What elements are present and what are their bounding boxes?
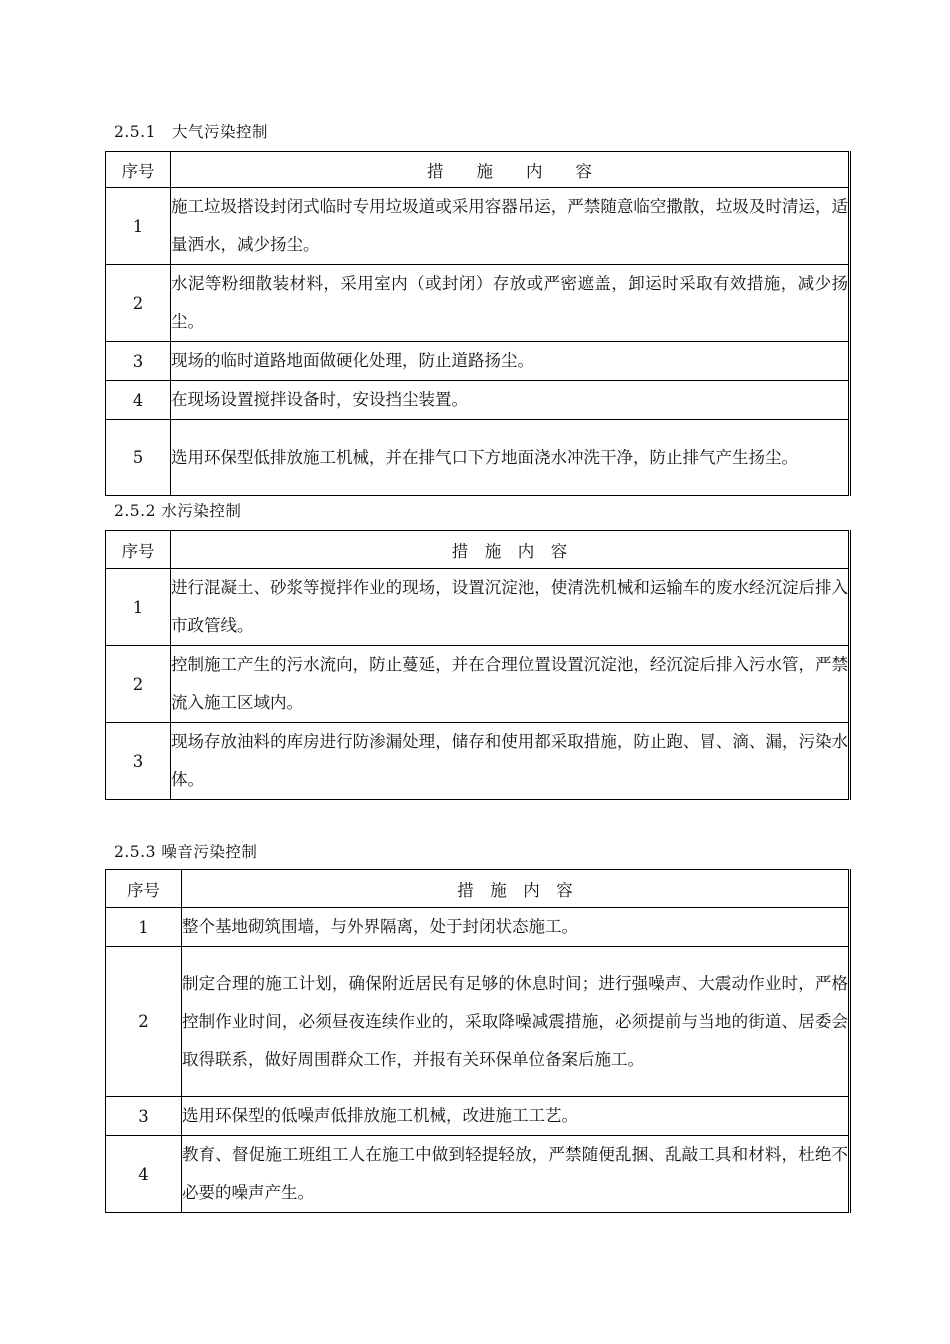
- row-number: 4: [106, 381, 171, 420]
- col-header-content: 措 施 内 容: [171, 531, 850, 569]
- row-number: 1: [106, 908, 182, 947]
- row-number: 2: [106, 265, 171, 342]
- col-header-content: 措 施 内 容: [182, 870, 850, 908]
- water-pollution-table: [105, 530, 851, 800]
- row-number: 3: [106, 1097, 182, 1136]
- col-header-no: 序号: [106, 152, 171, 188]
- air-pollution-table: [105, 151, 851, 496]
- measure-text: 选用环保型的低噪声低排放施工机械，改进施工工艺。: [182, 1097, 850, 1136]
- section-heading-noise: 2.5.3 噪音污染控制: [114, 843, 258, 861]
- col-header-no: 序号: [106, 870, 182, 908]
- measure-text: 进行混凝土、砂浆等搅拌作业的现场，设置沉淀池，使清洗机械和运输车的废水经沉淀后排入市政管线。: [171, 569, 850, 646]
- measure-text: 选用环保型低排放施工机械，并在排气口下方地面浇水冲洗干净，防止排气产生扬尘。: [171, 420, 850, 496]
- measure-text: 现场存放油料的库房进行防渗漏处理，储存和使用都采取措施，防止跑、冒、滴、漏，污染水体。: [171, 723, 850, 800]
- row-number: 3: [106, 723, 171, 800]
- measure-text: 整个基地砌筑围墙，与外界隔离，处于封闭状态施工。: [182, 908, 850, 947]
- row-number: 2: [106, 646, 171, 723]
- section-heading-air: 2.5.1 大气污染控制: [114, 123, 268, 141]
- measure-text: 施工垃圾搭设封闭式临时专用垃圾道或采用容器吊运，严禁随意临空撒散，垃圾及时清运，适量洒水，减少扬尘。: [171, 188, 850, 265]
- col-header-no: 序号: [106, 531, 171, 569]
- noise-pollution-table: [105, 869, 851, 1213]
- measure-text: 教育、督促施工班组工人在施工中做到轻提轻放，严禁随便乱捆、乱敲工具和材料，杜绝不必要的噪声产生。: [182, 1136, 850, 1213]
- measure-text: 水泥等粉细散装材料，采用室内（或封闭）存放或严密遮盖，卸运时采取有效措施，减少扬尘。: [171, 265, 850, 342]
- row-number: 4: [106, 1136, 182, 1213]
- row-number: 1: [106, 569, 171, 646]
- col-header-content: 措 施 内 容: [171, 152, 850, 188]
- row-number: 5: [106, 420, 171, 496]
- measure-text: 制定合理的施工计划，确保附近居民有足够的休息时间；进行强噪声、大震动作业时，严格控制作业时间，必须昼夜连续作业的，采取降噪减震措施，必须提前与当地的街道、居委会取得联系，做好周围群众工作，并报有关环保单位备案后施工。: [182, 947, 850, 1097]
- measure-text: 现场的临时道路地面做硬化处理，防止道路扬尘。: [171, 342, 850, 381]
- measure-text: 在现场设置搅拌设备时，安设挡尘装置。: [171, 381, 850, 420]
- section-heading-water: 2.5.2 水污染控制: [114, 502, 242, 520]
- row-number: 1: [106, 188, 171, 265]
- row-number: 2: [106, 947, 182, 1097]
- measure-text: 控制施工产生的污水流向，防止蔓延，并在合理位置设置沉淀池，经沉淀后排入污水管，严禁流入施工区域内。: [171, 646, 850, 723]
- row-number: 3: [106, 342, 171, 381]
